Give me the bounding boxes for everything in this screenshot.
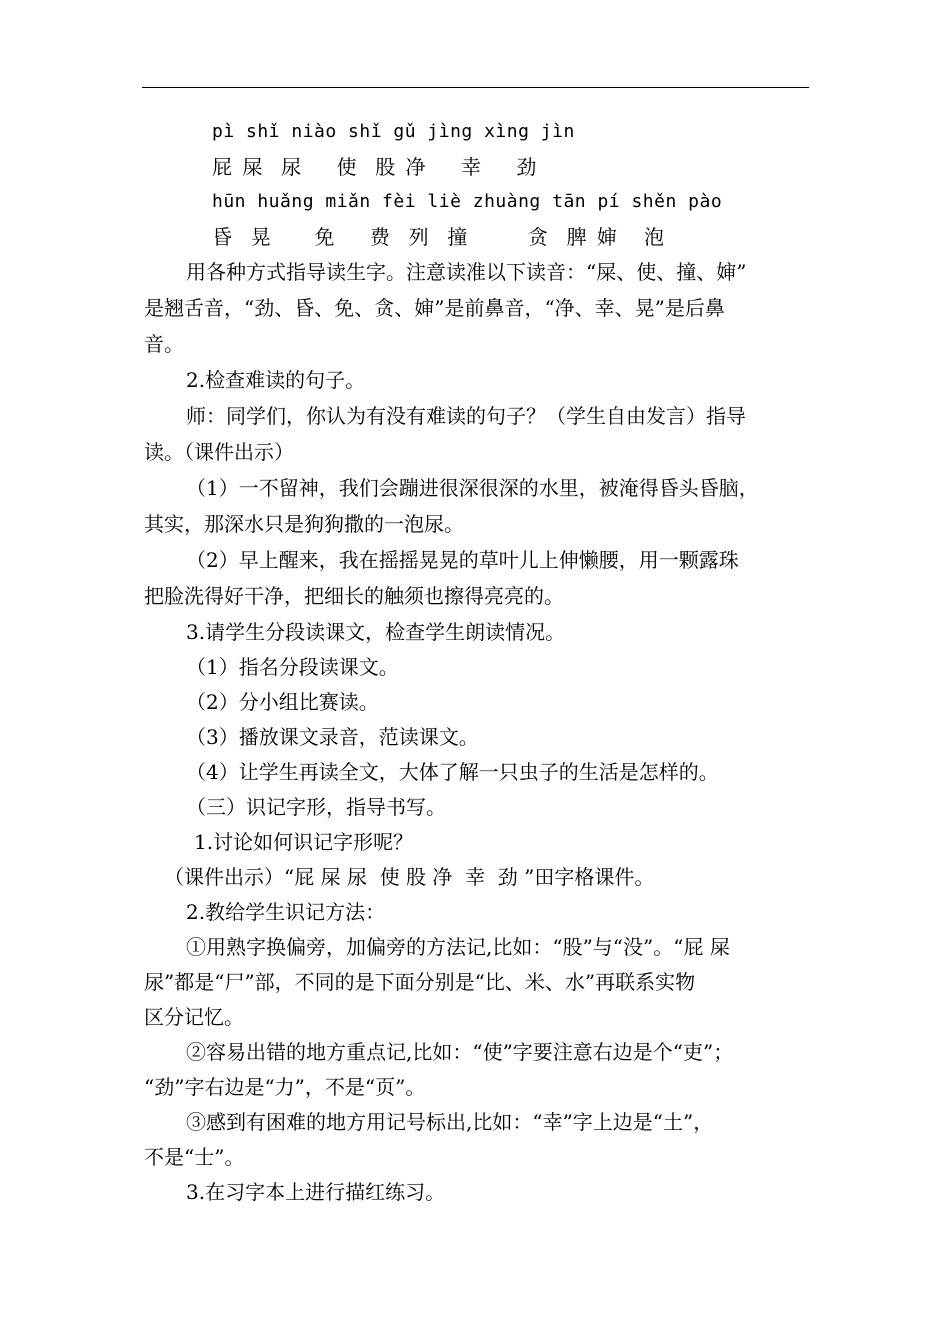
paragraph-line: ②容易出错的地方重点记,比如：“使”字要注意右边是个“吏”； (186, 1040, 734, 1064)
paragraph-line: （1）一不留神，我们会蹦进很深很深的水里，被淹得昏头昏脑， (186, 476, 759, 500)
paragraph-line: （2）早上醒来，我在摇摇晃晃的草叶儿上伸懒腰，用一颗露珠 (186, 548, 739, 572)
paragraph-line: 用各种方式指导读生字。注意读准以下读音：“屎、使、撞、婶” (186, 260, 747, 284)
paragraph-line: 区分记忆。 (144, 1005, 244, 1029)
list-item: （3）播放课文录音，范读课文。 (186, 725, 479, 749)
section-heading: 3.在习字本上进行描红练习。 (186, 1180, 446, 1204)
list-item: （4）让学生再读全文，大体了解一只虫子的生活是怎样的。 (186, 760, 719, 784)
list-item: （2）分小组比赛读。 (186, 690, 379, 714)
paragraph-line: 读。（课件出示） (144, 440, 294, 464)
section-heading: 3.请学生分段读课文，检查学生朗读情况。 (186, 620, 566, 644)
paragraph-line: 把脸洗得好干净，把细长的触须也擦得亮亮的。 (144, 584, 564, 608)
paragraph-line: 是翘舌音，“劲、昏、免、贪、婶”是前鼻音，“净、幸、晃”是后鼻 (144, 296, 725, 320)
paragraph-line: 音。 (144, 332, 184, 356)
list-item: （1）指名分段读课文。 (186, 655, 399, 679)
paragraph-line: （课件出示）“屁 屎 尿 使 股 净 幸 劲 ”田字格课件。 (164, 865, 655, 889)
paragraph-line: ③感到有困难的地方用记号标出,比如：“幸”字上边是“土”， (186, 1110, 714, 1134)
pinyin-line-1: pì shǐ niào shǐ gǔ jìng xìng jìn (212, 121, 575, 142)
paragraph-line: 其实，那深水只是狗狗撒的一泡尿。 (144, 512, 464, 536)
section-heading: （三）识记字形，指导书写。 (186, 795, 446, 819)
paragraph-line: ①用熟字换偏旁，加偏旁的方法记,比如：“股”与“没”。“屁 屎 (186, 935, 730, 959)
characters-line-1: 屁 屎 尿 使 股 净 幸 劲 (212, 155, 539, 179)
section-heading: 1.讨论如何识记字形呢？ (194, 830, 414, 854)
paragraph-line: 不是“士”。 (144, 1145, 245, 1169)
header-rule (142, 87, 809, 88)
characters-line-2: 昏 晃 免 费 列 撞 贪 脾 婶 泡 (212, 225, 667, 249)
paragraph-line: 尿”都是“尸”部，不同的是下面分别是“比、米、水”再联系实物 (144, 970, 696, 994)
pinyin-line-2: hūn huǎng miǎn fèi liè zhuàng tān pí shěn pào (212, 191, 723, 212)
paragraph-line: “劲”字右边是“力”，不是“页”。 (144, 1075, 426, 1099)
section-heading: 2.教给学生识记方法： (186, 900, 386, 924)
paragraph-line: 师：同学们，你认为有没有难读的句子？（学生自由发言）指导 (186, 404, 746, 428)
section-heading: 2.检查难读的句子。 (186, 368, 366, 392)
